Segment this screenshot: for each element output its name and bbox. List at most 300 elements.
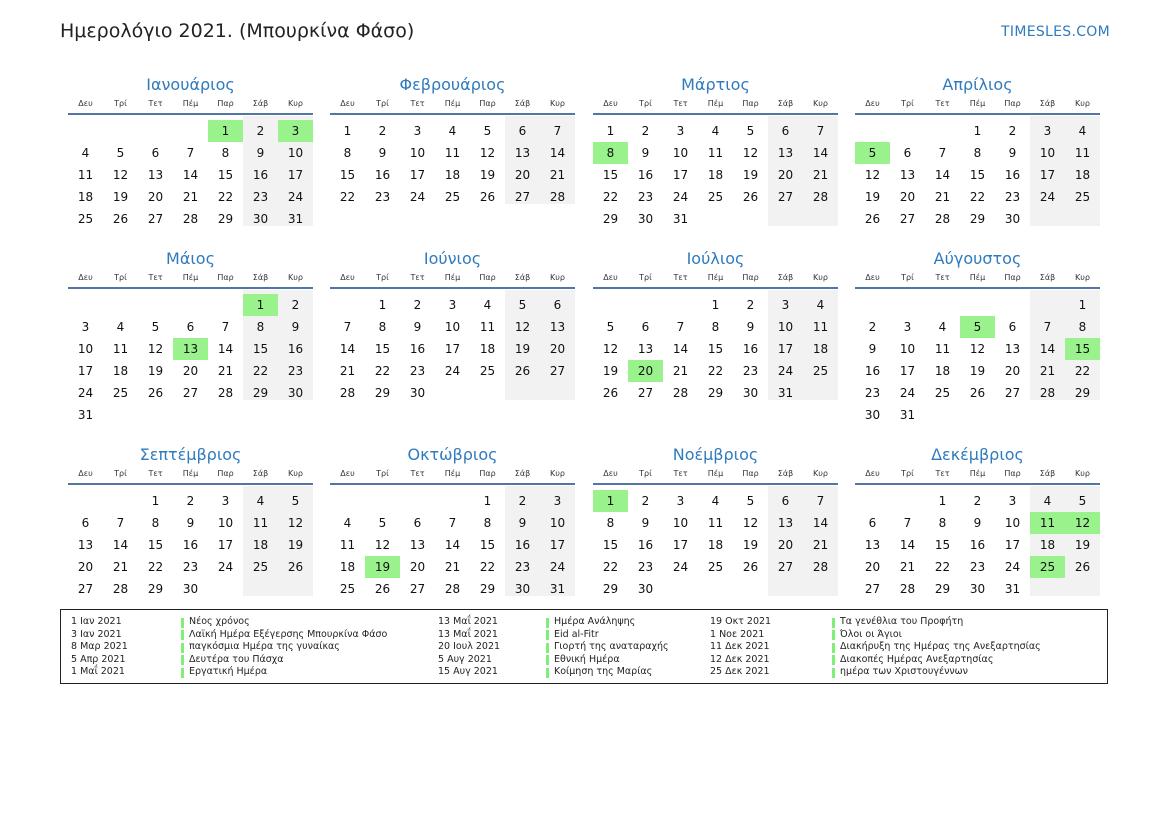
legend-marker	[181, 668, 184, 678]
day-cell: 3	[903, 320, 912, 334]
day-cell: 4	[1043, 494, 1052, 508]
day-cell: 10	[777, 320, 794, 334]
legend-holiday-name: Δευτέρα του Πάσχα	[189, 653, 284, 665]
day-cell: 3	[1008, 494, 1017, 508]
day-cell: 15	[479, 538, 496, 552]
day-cell: 29	[147, 582, 164, 596]
day-cell: 9	[413, 320, 422, 334]
month-divider	[855, 287, 1100, 289]
day-cell: 16	[742, 342, 759, 356]
day-cell: 13	[777, 516, 794, 530]
day-cell: 7	[1043, 320, 1052, 334]
day-cell: 27	[409, 582, 426, 596]
month-divider	[68, 287, 313, 289]
month-name: Μάιος	[166, 249, 215, 268]
day-cell: 20	[77, 560, 94, 574]
day-cell: 28	[812, 560, 829, 574]
holiday-legend	[60, 609, 1108, 684]
day-cell: 9	[186, 516, 195, 530]
day-cell: 24	[1004, 560, 1021, 574]
day-cell: 17	[549, 538, 566, 552]
day-cell: 8	[1078, 320, 1087, 334]
weekday-label: Τετ	[935, 469, 950, 478]
month-divider	[330, 113, 575, 115]
day-cell: 28	[934, 212, 951, 226]
day-cell: 26	[969, 386, 986, 400]
day-cell: 11	[934, 342, 951, 356]
day-cell: 14	[812, 516, 829, 530]
legend-date: 25 Δεκ 2021	[710, 666, 770, 677]
day-cell: 5	[291, 494, 300, 508]
day-cell: 1	[973, 124, 982, 138]
day-cell: 9	[291, 320, 300, 334]
weekday-label: Τρί	[376, 469, 389, 478]
day-cell: 21	[934, 190, 951, 204]
weekday-label: Τρί	[114, 273, 127, 282]
legend-date: 5 Απρ 2021	[71, 653, 126, 665]
day-cell: 21	[339, 364, 356, 378]
weekday-label: Παρ	[217, 469, 234, 478]
day-cell: 9	[518, 516, 527, 530]
day-cell: 18	[707, 168, 724, 182]
weekday-label: Κυρ	[1075, 469, 1090, 478]
day-cell: 30	[409, 386, 426, 400]
day-cell: 30	[514, 582, 531, 596]
day-cell: 11	[707, 146, 724, 160]
day-cell: 8	[343, 146, 352, 160]
day-cell: 17	[409, 168, 426, 182]
day-cell: 23	[252, 190, 269, 204]
day-cell: 31	[899, 408, 916, 422]
day-cell: 8	[973, 146, 982, 160]
legend-marker	[546, 630, 549, 640]
day-cell: 25	[812, 364, 829, 378]
day-cell: 9	[868, 342, 877, 356]
day-cell: 2	[746, 298, 755, 312]
weekday-label: Κυρ	[813, 273, 828, 282]
weekday-label: Δευ	[865, 99, 880, 108]
day-cell: 14	[217, 342, 234, 356]
day-cell: 3	[81, 320, 90, 334]
day-cell: 13	[899, 168, 916, 182]
day-cell: 24	[549, 560, 566, 574]
day-cell: 19	[479, 168, 496, 182]
day-cell: 18	[252, 538, 269, 552]
day-cell: 6	[641, 320, 650, 334]
day-cell: 26	[514, 364, 531, 378]
day-cell: 12	[742, 516, 759, 530]
day-cell: 10	[217, 516, 234, 530]
day-cell: 15	[969, 168, 986, 182]
day-cell: 21	[1039, 364, 1056, 378]
day-cell: 5	[483, 124, 492, 138]
day-cell: 27	[899, 212, 916, 226]
day-cell: 22	[339, 190, 356, 204]
weekday-label: Σάβ	[777, 99, 794, 108]
day-cell: 23	[514, 560, 531, 574]
day-cell: 9	[973, 516, 982, 530]
day-cell: 25	[339, 582, 356, 596]
day-cell: 6	[518, 124, 527, 138]
weekday-label: Κυρ	[1075, 99, 1090, 108]
month-name: Δεκέμβριος	[931, 445, 1024, 464]
day-cell: 9	[746, 320, 755, 334]
day-cell: 11	[707, 516, 724, 530]
weekday-label: Παρ	[479, 99, 496, 108]
legend-holiday-name: Λαϊκή Ημέρα Εξέγερσης Μπουρκίνα Φάσο	[189, 628, 388, 640]
day-cell: 22	[1074, 364, 1091, 378]
day-cell: 2	[378, 124, 387, 138]
day-cell: 30	[637, 582, 654, 596]
holiday-day-cell: 1	[243, 294, 278, 316]
day-cell: 27	[1004, 386, 1021, 400]
day-cell: 3	[781, 298, 790, 312]
day-cell: 31	[1004, 582, 1021, 596]
day-cell: 8	[938, 516, 947, 530]
day-cell: 21	[444, 560, 461, 574]
day-cell: 8	[606, 516, 615, 530]
day-cell: 11	[812, 320, 829, 334]
day-cell: 18	[812, 342, 829, 356]
day-cell: 4	[711, 494, 720, 508]
month-divider	[593, 113, 838, 115]
day-cell: 27	[777, 560, 794, 574]
day-cell: 17	[672, 538, 689, 552]
day-cell: 19	[742, 538, 759, 552]
weekday-label: Παρ	[1004, 469, 1021, 478]
legend-holiday-name: Eid al-Fitr	[554, 628, 599, 640]
day-cell: 7	[186, 146, 195, 160]
weekday-label: Τετ	[148, 469, 163, 478]
day-cell: 22	[374, 364, 391, 378]
day-cell: 19	[147, 364, 164, 378]
day-cell: 8	[483, 516, 492, 530]
day-cell: 25	[252, 560, 269, 574]
weekday-label: Κυρ	[288, 469, 303, 478]
day-cell: 28	[112, 582, 129, 596]
day-cell: 29	[252, 386, 269, 400]
day-cell: 26	[1074, 560, 1091, 574]
day-cell: 24	[287, 190, 304, 204]
brand-link[interactable]: TIMESLES.COM	[1001, 24, 1110, 40]
weekday-label: Τρί	[639, 99, 652, 108]
day-cell: 13	[777, 146, 794, 160]
weekday-label: Πέμ	[444, 99, 461, 108]
day-cell: 5	[1078, 494, 1087, 508]
weekday-label: Πέμ	[182, 99, 199, 108]
day-cell: 7	[816, 494, 825, 508]
day-cell: 4	[816, 298, 825, 312]
day-cell: 27	[549, 364, 566, 378]
day-cell: 2	[518, 494, 527, 508]
day-cell: 6	[781, 494, 790, 508]
legend-holiday-name: Διακήρυξη της Ημέρας της Ανεξαρτησίας	[840, 641, 1041, 652]
weekday-label: Σάβ	[777, 469, 794, 478]
day-cell: 19	[742, 168, 759, 182]
day-cell: 13	[147, 168, 164, 182]
day-cell: 26	[479, 190, 496, 204]
holiday-day-cell: 25	[1030, 556, 1065, 578]
legend-date: 1 Νοε 2021	[710, 628, 765, 640]
day-cell: 14	[549, 146, 566, 160]
month-divider	[68, 113, 313, 115]
day-cell: 20	[777, 538, 794, 552]
day-cell: 18	[77, 190, 94, 204]
day-cell: 15	[934, 538, 951, 552]
day-cell: 27	[864, 582, 881, 596]
day-cell: 27	[514, 190, 531, 204]
day-cell: 16	[864, 364, 881, 378]
day-cell: 12	[287, 516, 304, 530]
day-cell: 1	[1078, 298, 1087, 312]
day-cell: 26	[864, 212, 881, 226]
day-cell: 6	[868, 516, 877, 530]
day-cell: 28	[444, 582, 461, 596]
weekday-label: Παρ	[742, 469, 759, 478]
day-cell: 1	[606, 124, 615, 138]
weekday-label: Δευ	[603, 273, 618, 282]
day-cell: 4	[81, 146, 90, 160]
weekday-label: Τρί	[376, 99, 389, 108]
weekday-label: Σάβ	[514, 99, 531, 108]
day-cell: 16	[287, 342, 304, 356]
day-cell: 31	[77, 408, 94, 422]
weekday-label: Κυρ	[1075, 273, 1090, 282]
day-cell: 4	[343, 516, 352, 530]
weekday-label: Πέμ	[707, 273, 724, 282]
day-cell: 2	[973, 494, 982, 508]
legend-holiday-name: Εθνική Ημέρα	[554, 653, 620, 665]
day-cell: 6	[413, 516, 422, 530]
holiday-day-cell: 1	[593, 490, 628, 512]
day-cell: 7	[553, 124, 562, 138]
day-cell: 1	[151, 494, 160, 508]
legend-marker	[832, 618, 835, 628]
legend-date: 3 Ιαν 2021	[71, 628, 122, 640]
day-cell: 9	[256, 146, 265, 160]
day-cell: 14	[899, 538, 916, 552]
day-cell: 2	[641, 494, 650, 508]
day-cell: 14	[444, 538, 461, 552]
day-cell: 24	[672, 190, 689, 204]
day-cell: 14	[672, 342, 689, 356]
weekday-label: Τετ	[935, 99, 950, 108]
month-name: Απρίλιος	[942, 75, 1013, 94]
day-cell: 9	[1008, 146, 1017, 160]
day-cell: 4	[116, 320, 125, 334]
day-cell: 19	[514, 342, 531, 356]
day-cell: 22	[217, 190, 234, 204]
holiday-day-cell: 19	[365, 556, 400, 578]
weekday-label: Πέμ	[707, 469, 724, 478]
day-cell: 28	[812, 190, 829, 204]
day-cell: 26	[602, 386, 619, 400]
day-cell: 2	[641, 124, 650, 138]
day-cell: 3	[413, 124, 422, 138]
day-cell: 21	[812, 168, 829, 182]
legend-date: 19 Οκτ 2021	[710, 616, 772, 627]
weekday-label: Κυρ	[550, 99, 565, 108]
weekday-label: Τετ	[673, 273, 688, 282]
weekday-label: Σάβ	[1039, 273, 1056, 282]
weekday-label: Σάβ	[252, 273, 269, 282]
day-cell: 21	[217, 364, 234, 378]
day-cell: 12	[514, 320, 531, 334]
month-divider	[330, 483, 575, 485]
day-cell: 31	[672, 212, 689, 226]
day-cell: 19	[864, 190, 881, 204]
day-cell: 30	[1004, 212, 1021, 226]
day-cell: 13	[637, 342, 654, 356]
day-cell: 8	[378, 320, 387, 334]
day-cell: 27	[77, 582, 94, 596]
day-cell: 3	[676, 124, 685, 138]
day-cell: 29	[602, 212, 619, 226]
day-cell: 24	[217, 560, 234, 574]
day-cell: 15	[602, 168, 619, 182]
day-cell: 17	[1039, 168, 1056, 182]
day-cell: 31	[549, 582, 566, 596]
day-cell: 1	[483, 494, 492, 508]
weekday-label: Δευ	[78, 469, 93, 478]
day-cell: 27	[182, 386, 199, 400]
day-cell: 26	[112, 212, 129, 226]
day-cell: 7	[816, 124, 825, 138]
day-cell: 25	[934, 386, 951, 400]
legend-date: 11 Δεκ 2021	[710, 641, 770, 652]
day-cell: 26	[742, 190, 759, 204]
day-cell: 13	[864, 538, 881, 552]
month-divider	[593, 483, 838, 485]
weekday-label: Σάβ	[777, 273, 794, 282]
day-cell: 14	[1039, 342, 1056, 356]
day-cell: 1	[938, 494, 947, 508]
day-cell: 12	[374, 538, 391, 552]
day-cell: 10	[287, 146, 304, 160]
weekday-label: Σάβ	[252, 469, 269, 478]
legend-holiday-name: Εργατική Ημέρα	[189, 666, 268, 677]
day-cell: 24	[672, 560, 689, 574]
day-cell: 18	[339, 560, 356, 574]
day-cell: 21	[112, 560, 129, 574]
weekday-label: Τρί	[901, 469, 914, 478]
holiday-day-cell: 5	[960, 316, 995, 338]
weekday-label: Δευ	[865, 273, 880, 282]
holiday-day-cell: 1	[208, 120, 243, 142]
day-cell: 5	[606, 320, 615, 334]
day-cell: 30	[182, 582, 199, 596]
month-divider	[855, 113, 1100, 115]
day-cell: 9	[641, 146, 650, 160]
day-cell: 10	[444, 320, 461, 334]
legend-marker	[181, 655, 184, 665]
day-cell: 17	[777, 342, 794, 356]
day-cell: 18	[1074, 168, 1091, 182]
day-cell: 14	[182, 168, 199, 182]
month-name: Σεπτέμβριος	[139, 445, 242, 464]
day-cell: 21	[899, 560, 916, 574]
day-cell: 12	[864, 168, 881, 182]
weekday-label: Δευ	[78, 273, 93, 282]
weekday-label: Κυρ	[550, 469, 565, 478]
day-cell: 20	[514, 168, 531, 182]
month-name: Μάρτιος	[681, 75, 750, 94]
day-cell: 18	[479, 342, 496, 356]
day-cell: 7	[676, 320, 685, 334]
day-cell: 6	[1008, 320, 1017, 334]
day-cell: 15	[147, 538, 164, 552]
day-cell: 13	[549, 320, 566, 334]
day-cell: 26	[287, 560, 304, 574]
day-cell: 30	[864, 408, 881, 422]
day-cell: 8	[221, 146, 230, 160]
legend-holiday-name: Γιορτή της αναταραχής	[554, 641, 669, 652]
day-cell: 23	[374, 190, 391, 204]
day-cell: 20	[864, 560, 881, 574]
day-cell: 8	[711, 320, 720, 334]
month-name: Ιανουάριος	[146, 75, 235, 94]
day-cell: 29	[934, 582, 951, 596]
day-cell: 22	[479, 560, 496, 574]
day-cell: 14	[934, 168, 951, 182]
day-cell: 13	[1004, 342, 1021, 356]
weekday-label: Πέμ	[969, 469, 986, 478]
weekday-label: Δευ	[340, 469, 355, 478]
day-cell: 19	[287, 538, 304, 552]
day-cell: 17	[672, 168, 689, 182]
day-cell: 11	[339, 538, 356, 552]
weekday-label: Τετ	[410, 99, 425, 108]
weekday-label: Τετ	[410, 469, 425, 478]
day-cell: 13	[514, 146, 531, 160]
day-cell: 12	[147, 342, 164, 356]
day-cell: 1	[711, 298, 720, 312]
weekday-label: Τρί	[901, 99, 914, 108]
day-cell: 5	[746, 494, 755, 508]
weekday-label: Τρί	[114, 99, 127, 108]
day-cell: 14	[112, 538, 129, 552]
legend-marker	[546, 655, 549, 665]
day-cell: 24	[77, 386, 94, 400]
day-cell: 30	[252, 212, 269, 226]
day-cell: 23	[969, 560, 986, 574]
day-cell: 6	[151, 146, 160, 160]
month-divider	[330, 287, 575, 289]
day-cell: 12	[112, 168, 129, 182]
day-cell: 20	[1004, 364, 1021, 378]
weekday-label: Δευ	[603, 99, 618, 108]
legend-date: 5 Αυγ 2021	[438, 653, 492, 665]
day-cell: 22	[934, 560, 951, 574]
day-cell: 18	[934, 364, 951, 378]
day-cell: 19	[969, 364, 986, 378]
month-name: Φεβρουάριος	[399, 75, 506, 94]
day-cell: 21	[672, 364, 689, 378]
weekday-label: Τετ	[410, 273, 425, 282]
day-cell: 1	[378, 298, 387, 312]
day-cell: 22	[969, 190, 986, 204]
day-cell: 2	[291, 298, 300, 312]
day-cell: 14	[339, 342, 356, 356]
day-cell: 26	[147, 386, 164, 400]
day-cell: 18	[444, 168, 461, 182]
day-cell: 28	[672, 386, 689, 400]
day-cell: 16	[514, 538, 531, 552]
day-cell: 24	[444, 364, 461, 378]
day-cell: 24	[409, 190, 426, 204]
day-cell: 2	[413, 298, 422, 312]
day-cell: 11	[479, 320, 496, 334]
